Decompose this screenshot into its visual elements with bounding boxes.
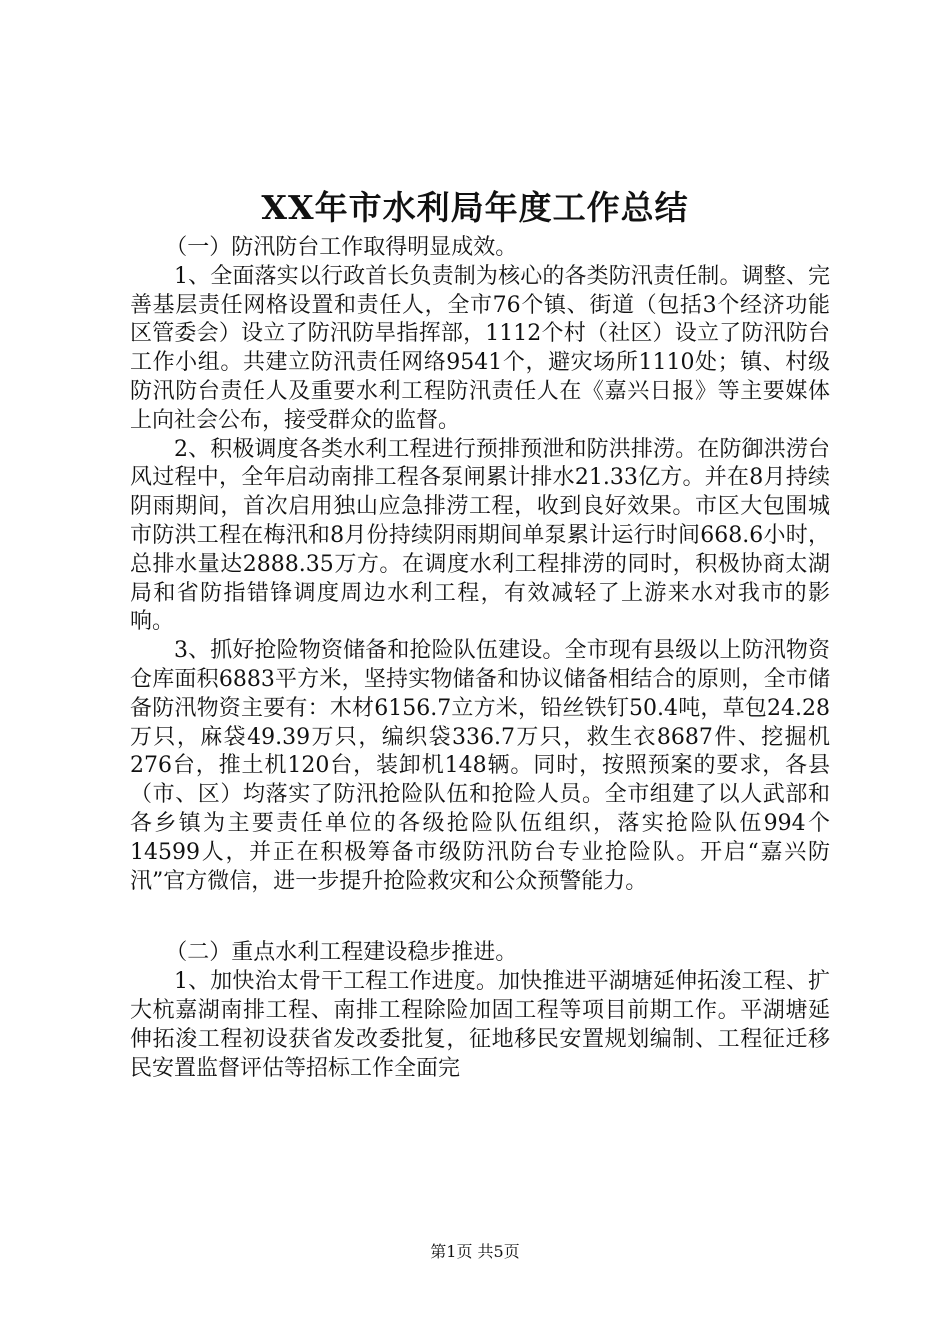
paragraph-1-2: 2、积极调度各类水利工程进行预排预泄和防洪排涝。在防御洪涝台风过程中，全年启动南排工程各泵闸累计排水21.33亿方。并在8月持续阴雨期间，首次启用独山应急排涝工程，收到良好效果。市区大包围城市防洪工程在梅汛和8月份持续阴雨期间单泵累计运行时间668.6小时，总排水量达2888.35万方。在调度水利工程排涝的同时，积极协商太湖局和省防指错锋调度周边水利工程，有效减轻了上游来水对我市的影响。 [130,436,830,635]
paragraph-2-1: 1、加快治太骨干工程工作进度。加快推进平湖塘延伸拓浚工程、扩大杭嘉湖南排工程、南排工程除险加固工程等项目前期工作。平湖塘延伸拓浚工程初设获省发改委批复，征地移民安置规划编制、工程征迁移民安置监督评估等招标工作全面完 [130,969,830,1081]
section-heading-2: （二）重点水利工程建设稳步推进。 [165,940,518,966]
page-footer: 第1页 共5页 [430,1242,520,1261]
section-spacer [130,896,830,939]
document-body [130,234,830,1083]
paragraph-1-3: 3、抓好抢险物资储备和抢险队伍建设。全市现有县级以上防汛物资仓库面积6883平方米，坚持实物储备和协议储备相结合的原则，全市储备防汛物资主要有：木材6156.7立方米，铅丝铁钉50.4吨，草包24.28万只，麻袋49.39万只，编织袋336.7万只，救生衣8687件、挖掘机276台，推土机120台，装卸机148辆。同时，按照预案的要求，各县（市、区）均落实了防汛抢险队伍和抢险人员。全市组建了以人武部和各乡镇为主要责任单位的各级抢险队伍组织，落实抢险队伍994个14599人，并正在积极筹备市级防汛防台专业抢险队。开启“嘉兴防汛”官方微信，进一步提升抢险救灾和公众预警能力。 [130,638,830,894]
section-heading-1: （一）防汛防台工作取得明显成效。 [165,235,518,260]
document-title: XX年市水利局年度工作总结 [261,188,689,227]
paragraph-1-1: 1、全面落实以行政首长负责制为核心的各类防汛责任制。调整、完善基层责任网格设置和责任人，全市76个镇、街道（包括3个经济功能区管委会）设立了防汛防旱指挥部，1112个村（社区）设立了防汛防台工作小组。共建立防汛责任网络9541个，避灾场所1110处；镇、村级防汛防台责任人及重要水利工程防汛责任人在《嘉兴日报》等主要媒体上向社会公布，接受群众的监督。 [130,263,830,433]
